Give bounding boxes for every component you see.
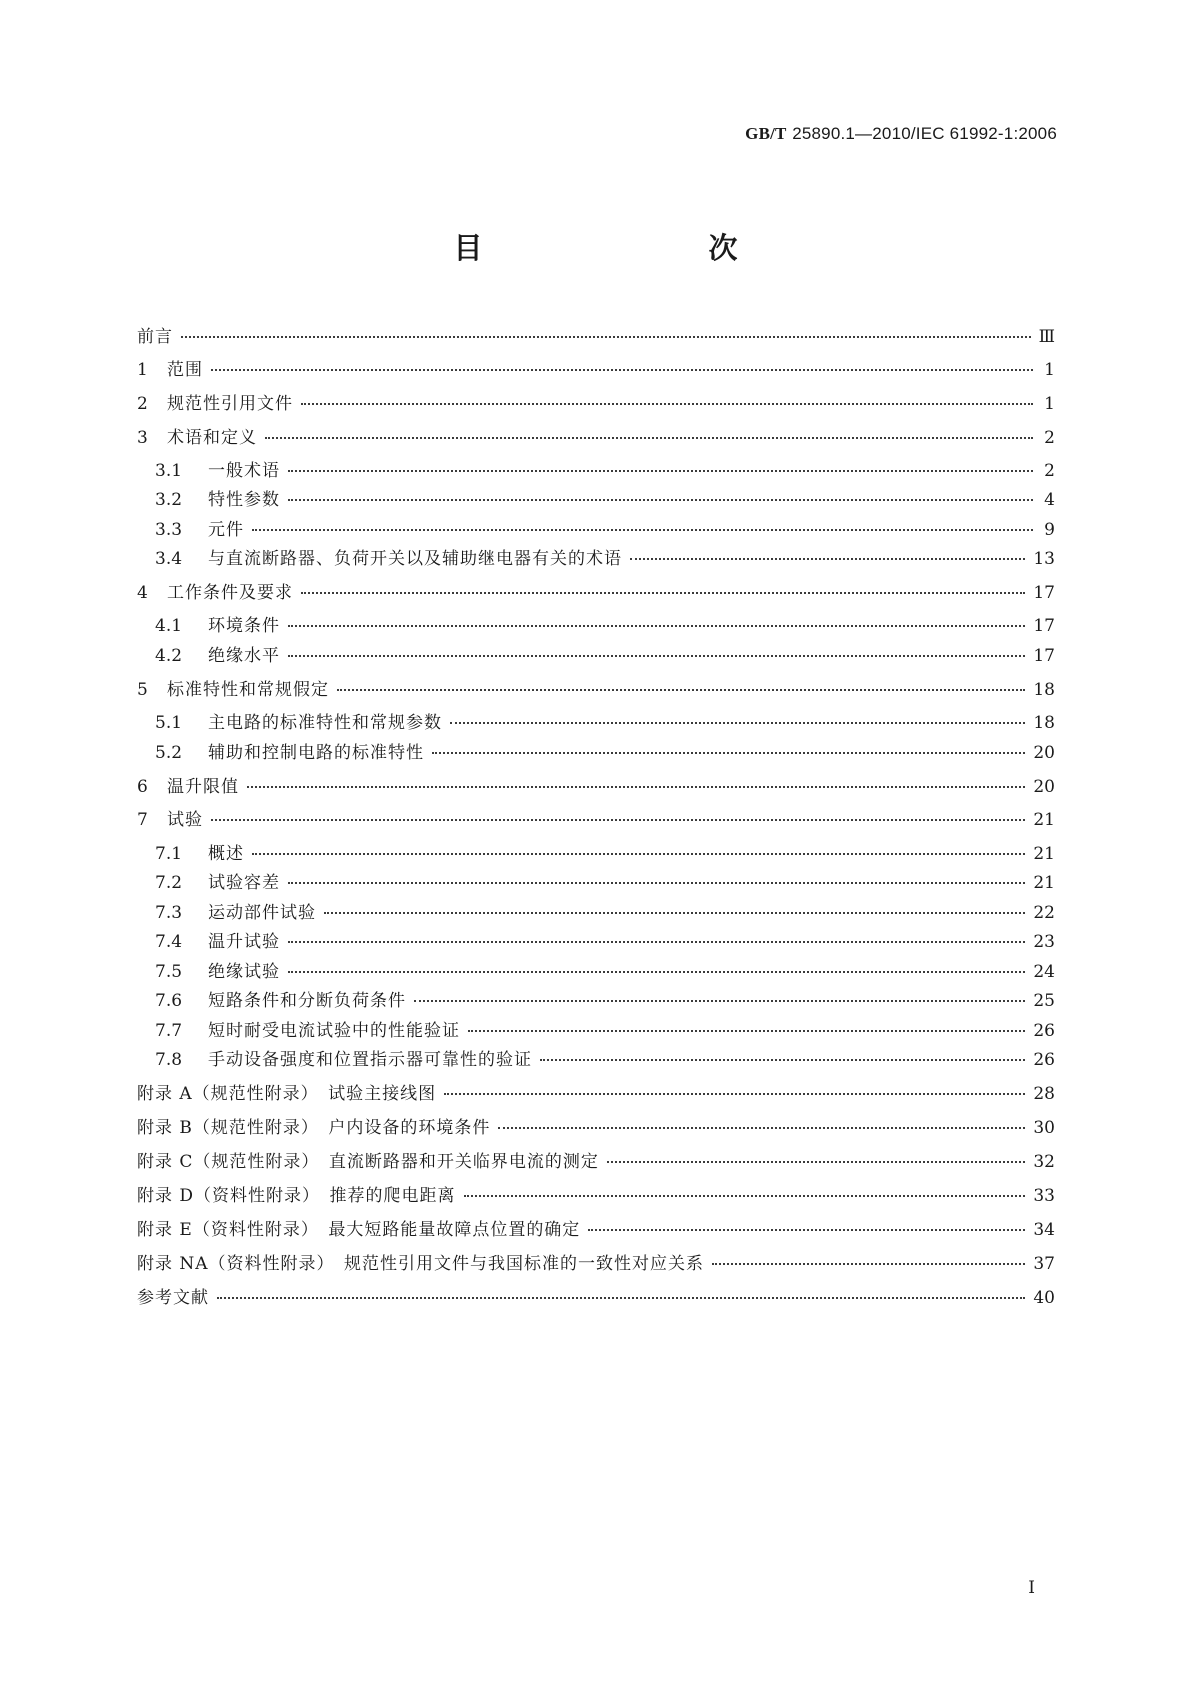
toc-entry[interactable] <box>137 1186 1055 1206</box>
toc-entry-title: 短路条件和分断负荷条件 <box>208 991 406 1011</box>
toc-entry[interactable] <box>137 713 1055 733</box>
toc-entry-title: 附录 E（资料性附录） 最大短路能量故障点位置的确定 <box>137 1220 581 1240</box>
dot-leader <box>288 941 1025 943</box>
page-number: I <box>1028 1578 1035 1598</box>
toc-entry[interactable] <box>137 873 1055 893</box>
toc-entry-page: 2 <box>1044 428 1055 448</box>
toc-entry[interactable] <box>137 810 1055 830</box>
toc-entry-page: 22 <box>1033 903 1055 923</box>
toc-entry-page: 32 <box>1033 1152 1055 1172</box>
dot-leader <box>607 1161 1025 1163</box>
dot-leader <box>211 819 1025 821</box>
toc-entry-title: 绝缘水平 <box>208 646 280 666</box>
toc-entry-title: 参考文献 <box>137 1288 209 1308</box>
toc-entry[interactable] <box>137 743 1055 763</box>
toc-entry-title: 附录 B（规范性附录） 户内设备的环境条件 <box>137 1118 491 1138</box>
toc-entry-title: 辅助和控制电路的标准特性 <box>208 743 424 763</box>
toc-entry-title: 手动设备强度和位置指示器可靠性的验证 <box>208 1050 532 1070</box>
toc-entry-page: 25 <box>1033 991 1055 1011</box>
toc-entry-number: 4.2 <box>155 646 183 666</box>
toc-entry-title: 附录 D（资料性附录） 推荐的爬电距离 <box>137 1186 456 1206</box>
toc-entry-page: 20 <box>1033 777 1055 797</box>
toc-entry-title: 前言 <box>137 327 173 347</box>
toc-entry-title: 运动部件试验 <box>208 903 316 923</box>
toc-entry[interactable] <box>137 583 1055 603</box>
toc-entry-title: 术语和定义 <box>167 428 257 448</box>
toc-entry-title: 试验 <box>167 810 203 830</box>
toc-entry-title: 附录 NA（资料性附录） 规范性引用文件与我国标准的一致性对应关系 <box>137 1254 705 1274</box>
dot-leader <box>288 470 1033 472</box>
dot-leader <box>444 1093 1025 1095</box>
standard-code: GB/T <box>745 124 787 143</box>
toc-entry-number: 7.8 <box>155 1050 183 1070</box>
toc-entry-page: 33 <box>1033 1186 1055 1206</box>
dot-leader <box>252 853 1025 855</box>
toc-entry[interactable] <box>137 646 1055 666</box>
toc-entry-number: 5.2 <box>155 743 183 763</box>
toc-entry-page: 23 <box>1033 932 1055 952</box>
toc-entry-page: 18 <box>1033 680 1055 700</box>
toc-entry-page: 21 <box>1033 873 1055 893</box>
dot-leader <box>217 1297 1025 1299</box>
dot-leader <box>301 403 1033 405</box>
dot-leader <box>211 369 1033 371</box>
toc-entry-page: Ⅲ <box>1038 327 1055 347</box>
toc-entry-page: 21 <box>1033 844 1055 864</box>
toc-entry-title: 规范性引用文件 <box>167 394 293 414</box>
toc-entry-number: 3.2 <box>155 490 183 510</box>
toc-entry-page: 40 <box>1033 1288 1055 1308</box>
document-header <box>745 124 1057 144</box>
toc-entry-number: 3.1 <box>155 461 183 481</box>
toc-entry[interactable] <box>137 1152 1055 1172</box>
toc-entry[interactable] <box>137 1220 1055 1240</box>
dot-leader <box>288 971 1025 973</box>
toc-entry-page: 17 <box>1033 583 1055 603</box>
standard-number: 25890.1—2010/IEC 61992-1:2006 <box>792 124 1057 143</box>
toc-entry-number: 7.2 <box>155 873 183 893</box>
toc-entry[interactable] <box>137 777 1055 797</box>
toc-entry-number: 7.6 <box>155 991 183 1011</box>
toc-entry[interactable] <box>137 991 1055 1011</box>
toc-entry[interactable] <box>137 1118 1055 1138</box>
toc-entry-page: 24 <box>1033 962 1055 982</box>
toc-entry-title: 主电路的标准特性和常规参数 <box>208 713 442 733</box>
toc-entry-title: 标准特性和常规假定 <box>167 680 329 700</box>
toc-entry[interactable] <box>137 461 1055 481</box>
dot-leader <box>337 689 1025 691</box>
toc-entry-number: 7.7 <box>155 1021 183 1041</box>
toc-entry-number: 6 <box>137 777 148 797</box>
toc-entry-title: 元件 <box>208 520 244 540</box>
toc-entry-title: 工作条件及要求 <box>167 583 293 603</box>
dot-leader <box>288 655 1025 657</box>
toc-entry[interactable] <box>137 903 1055 923</box>
toc-entry[interactable] <box>137 1288 1055 1308</box>
dot-leader <box>588 1229 1025 1231</box>
toc-entry-title: 温升试验 <box>208 932 280 952</box>
toc-entry[interactable] <box>137 616 1055 636</box>
dot-leader <box>450 722 1025 724</box>
toc-entry[interactable] <box>137 520 1055 540</box>
toc-entry-title: 附录 C（规范性附录） 直流断路器和开关临界电流的测定 <box>137 1152 599 1172</box>
dot-leader <box>432 752 1025 754</box>
toc-entry-page: 9 <box>1044 520 1055 540</box>
toc-entry-title: 附录 A（规范性附录） 试验主接线图 <box>137 1084 437 1104</box>
toc-entry-page: 1 <box>1044 360 1055 380</box>
toc-entry-title: 绝缘试验 <box>208 962 280 982</box>
toc-entry[interactable] <box>137 1084 1055 1104</box>
toc-entry[interactable] <box>137 680 1055 700</box>
toc-entry[interactable] <box>137 327 1055 347</box>
toc-entry-page: 20 <box>1033 743 1055 763</box>
toc-entry-title: 与直流断路器、负荷开关以及辅助继电器有关的术语 <box>208 549 622 569</box>
dot-leader <box>414 1000 1025 1002</box>
toc-entry[interactable] <box>137 962 1055 982</box>
toc-entry-title: 试验容差 <box>208 873 280 893</box>
dot-leader <box>265 437 1033 439</box>
toc-entry-number: 3.4 <box>155 549 183 569</box>
toc-entry-page: 4 <box>1044 490 1055 510</box>
toc-entry[interactable] <box>137 1050 1055 1070</box>
toc-entry-page: 28 <box>1033 1084 1055 1104</box>
toc-entry-title: 短时耐受电流试验中的性能验证 <box>208 1021 460 1041</box>
toc-entry-number: 5 <box>137 680 148 700</box>
toc-entry-number: 7.1 <box>155 844 183 864</box>
toc-entry[interactable] <box>137 844 1055 864</box>
toc-entry-number: 2 <box>137 394 148 414</box>
toc-entry-number: 3.3 <box>155 520 183 540</box>
toc-entry-page: 13 <box>1033 549 1055 569</box>
toc-entry-number: 7.3 <box>155 903 183 923</box>
toc-entry[interactable] <box>137 490 1055 510</box>
toc-entry-page: 26 <box>1033 1050 1055 1070</box>
toc-entry-number: 4 <box>137 583 148 603</box>
dot-leader <box>252 529 1033 531</box>
toc-entry[interactable] <box>137 932 1055 952</box>
toc-entry-number: 3 <box>137 428 148 448</box>
toc-entry[interactable] <box>137 428 1055 448</box>
toc-entry-page: 18 <box>1033 713 1055 733</box>
toc-entry-page: 34 <box>1033 1220 1055 1240</box>
page-title: 目 次 <box>453 231 794 265</box>
dot-leader <box>464 1195 1026 1197</box>
toc-entry[interactable] <box>137 1254 1055 1274</box>
toc-entry-page: 26 <box>1033 1021 1055 1041</box>
toc-entry-page: 30 <box>1033 1118 1055 1138</box>
toc-entry[interactable] <box>137 360 1055 380</box>
toc-entry-page: 2 <box>1044 461 1055 481</box>
dot-leader <box>324 912 1025 914</box>
toc-entry-page: 17 <box>1033 646 1055 666</box>
toc-entry-title: 一般术语 <box>208 461 280 481</box>
toc-entry[interactable] <box>137 394 1055 414</box>
toc-entry-number: 4.1 <box>155 616 183 636</box>
dot-leader <box>498 1127 1025 1129</box>
toc-entry[interactable] <box>137 549 1055 569</box>
toc-entry-number: 5.1 <box>155 713 183 733</box>
toc-entry-page: 37 <box>1033 1254 1055 1274</box>
dot-leader <box>301 592 1025 594</box>
dot-leader <box>288 499 1033 501</box>
toc-entry-title: 概述 <box>208 844 244 864</box>
dot-leader <box>712 1263 1025 1265</box>
dot-leader <box>181 336 1031 338</box>
toc-entry-title: 温升限值 <box>167 777 239 797</box>
toc-entry-page: 17 <box>1033 616 1055 636</box>
toc-entry-number: 7.5 <box>155 962 183 982</box>
dot-leader <box>540 1059 1025 1061</box>
dot-leader <box>630 558 1025 560</box>
dot-leader <box>288 625 1025 627</box>
dot-leader <box>468 1030 1025 1032</box>
toc-entry-page: 1 <box>1044 394 1055 414</box>
dot-leader <box>247 786 1025 788</box>
toc-entry-number: 7 <box>137 810 148 830</box>
toc-entry-number: 7.4 <box>155 932 183 952</box>
toc-entry-page: 21 <box>1033 810 1055 830</box>
toc-entry-title: 特性参数 <box>208 490 280 510</box>
dot-leader <box>288 882 1025 884</box>
toc-entry-title: 范围 <box>167 360 203 380</box>
toc-entry-number: 1 <box>137 360 148 380</box>
toc-entry-title: 环境条件 <box>208 616 280 636</box>
toc-entry[interactable] <box>137 1021 1055 1041</box>
